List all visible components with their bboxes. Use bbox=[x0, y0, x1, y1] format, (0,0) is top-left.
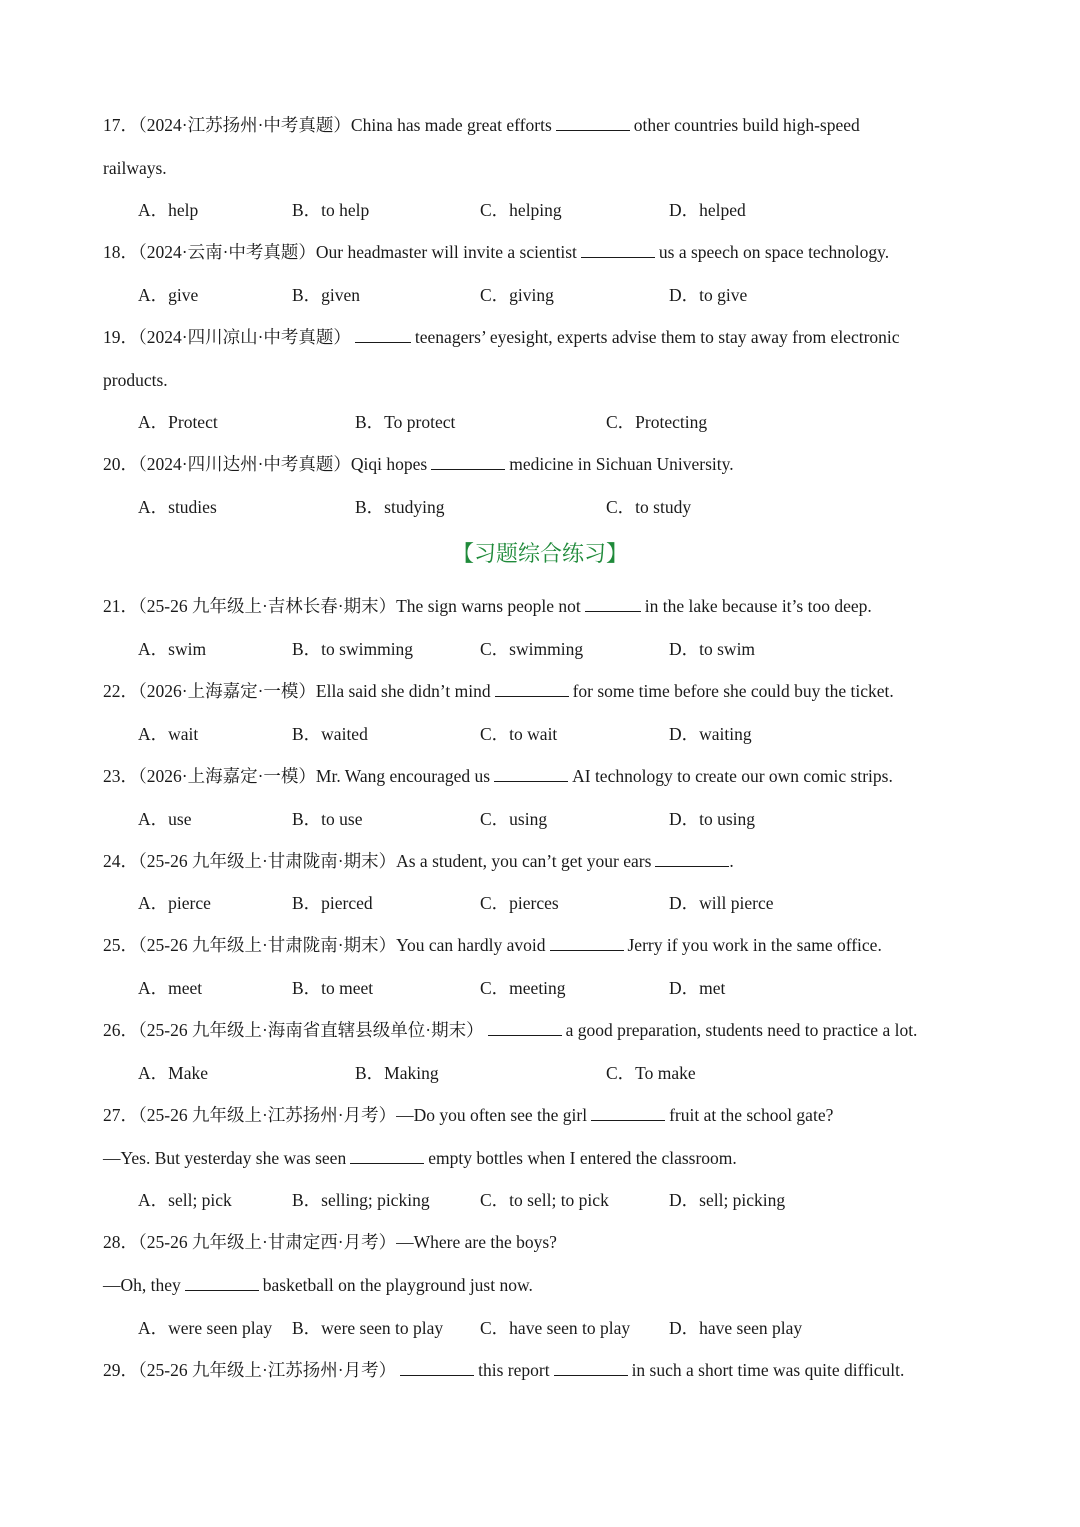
question-source: （2024·云南·中考真题） bbox=[138, 242, 316, 262]
question-text: Jerry if you work in the same office. bbox=[627, 935, 882, 955]
answer-blank bbox=[585, 610, 641, 612]
question-22 bbox=[103, 680, 894, 702]
options-22 bbox=[0, 723, 1080, 745]
question-text: Ella said she didn’t mind bbox=[315, 681, 491, 701]
question-source: （25-26 九年级上·江苏扬州·月考） bbox=[138, 1360, 397, 1380]
option-c[interactable]: C．to sell; to pick bbox=[480, 1190, 609, 1210]
option-b[interactable]: B．given bbox=[292, 285, 361, 305]
option-d[interactable]: D．to give bbox=[669, 285, 748, 305]
question-27-continued bbox=[103, 1147, 737, 1169]
options-18 bbox=[0, 284, 1080, 306]
question-text: Mr. Wang encouraged us bbox=[315, 766, 491, 786]
question-number: 25． bbox=[103, 935, 138, 955]
question-source: （25-26 九年级上·甘肃陇南·期末） bbox=[138, 851, 397, 871]
option-d[interactable]: D．to swim bbox=[669, 639, 756, 659]
option-b[interactable]: B．waited bbox=[292, 724, 368, 744]
option-c[interactable]: C．pierces bbox=[480, 893, 559, 913]
options-21 bbox=[0, 638, 1080, 660]
option-a[interactable]: A．Make bbox=[138, 1063, 208, 1083]
question-19 bbox=[103, 326, 900, 348]
option-b[interactable]: B．to use bbox=[292, 809, 363, 829]
options-17 bbox=[0, 199, 1080, 221]
question-text: Our headmaster will invite a scientist bbox=[315, 242, 577, 262]
question-18 bbox=[103, 241, 889, 263]
question-text: in the lake because it’s too deep. bbox=[644, 596, 872, 616]
answer-blank bbox=[655, 865, 729, 867]
question-28 bbox=[103, 1231, 557, 1253]
option-b[interactable]: B．To protect bbox=[355, 412, 456, 432]
question-27 bbox=[103, 1104, 833, 1126]
question-text: As a student, you can’t get your ears bbox=[396, 851, 652, 871]
question-text: basketball on the playground just now. bbox=[262, 1275, 533, 1295]
question-text: . bbox=[729, 851, 734, 871]
option-d[interactable]: D．to using bbox=[669, 809, 756, 829]
answer-blank bbox=[355, 341, 411, 343]
answer-blank bbox=[185, 1289, 259, 1291]
answer-blank bbox=[591, 1119, 665, 1121]
question-text: a good preparation, students need to practice a lot. bbox=[565, 1020, 918, 1040]
options-20 bbox=[0, 496, 1080, 518]
question-source: （25-26 九年级上·江苏扬州·月考） bbox=[138, 1105, 397, 1125]
option-c[interactable]: C．using bbox=[480, 809, 548, 829]
question-text: —Yes. But yesterday she was seen bbox=[103, 1148, 347, 1168]
options-28 bbox=[0, 1317, 1080, 1339]
question-text: other countries build high-speed bbox=[633, 115, 860, 135]
option-d[interactable]: D．met bbox=[669, 978, 726, 998]
question-source: （25-26 九年级上·甘肃陇南·期末） bbox=[138, 935, 397, 955]
answer-blank bbox=[495, 695, 569, 697]
option-d[interactable]: D．have seen play bbox=[669, 1318, 803, 1338]
option-a[interactable]: A．give bbox=[138, 285, 199, 305]
answer-blank bbox=[400, 1374, 474, 1376]
question-number: 17． bbox=[103, 115, 138, 135]
options-19 bbox=[0, 411, 1080, 433]
option-b[interactable]: B．pierced bbox=[292, 893, 373, 913]
question-21 bbox=[103, 595, 872, 617]
option-a[interactable]: A．studies bbox=[138, 497, 217, 517]
question-source: （25-26 九年级上·吉林长春·期末） bbox=[138, 596, 397, 616]
option-b[interactable]: B．selling; picking bbox=[292, 1190, 430, 1210]
question-text: in such a short time was quite difficult. bbox=[631, 1360, 905, 1380]
options-26 bbox=[0, 1062, 1080, 1084]
question-text: fruit at the school gate? bbox=[669, 1105, 834, 1125]
options-27 bbox=[0, 1189, 1080, 1211]
option-c[interactable]: C．Protecting bbox=[606, 412, 708, 432]
question-number: 18． bbox=[103, 242, 138, 262]
question-17 bbox=[103, 114, 860, 136]
question-24 bbox=[103, 850, 734, 872]
question-text: The sign warns people not bbox=[396, 596, 581, 616]
option-a[interactable]: A．pierce bbox=[138, 893, 211, 913]
question-text: —Do you often see the girl bbox=[396, 1105, 588, 1125]
answer-blank bbox=[431, 468, 505, 470]
option-c[interactable]: C．have seen to play bbox=[480, 1318, 631, 1338]
option-c[interactable]: C．giving bbox=[480, 285, 554, 305]
option-a[interactable]: A．were seen play bbox=[138, 1318, 273, 1338]
question-26 bbox=[103, 1019, 917, 1041]
question-number: 27． bbox=[103, 1105, 138, 1125]
question-text: products. bbox=[103, 370, 168, 390]
answer-blank bbox=[494, 780, 568, 782]
answer-blank bbox=[556, 129, 630, 131]
question-source: （2024·四川达州·中考真题） bbox=[138, 454, 351, 474]
option-d[interactable]: D．will pierce bbox=[669, 893, 774, 913]
question-number: 21． bbox=[103, 596, 138, 616]
question-text: China has made great efforts bbox=[350, 115, 552, 135]
option-a[interactable]: A．wait bbox=[138, 724, 199, 744]
question-text: empty bottles when I entered the classroom. bbox=[428, 1148, 737, 1168]
option-b[interactable]: B．were seen to play bbox=[292, 1318, 444, 1338]
question-source: （2024·江苏扬州·中考真题） bbox=[138, 115, 351, 135]
option-d[interactable]: D．waiting bbox=[669, 724, 752, 744]
question-text: for some time before she could buy the ticket. bbox=[572, 681, 894, 701]
question-20 bbox=[103, 453, 734, 475]
option-a[interactable]: A．Protect bbox=[138, 412, 218, 432]
options-23 bbox=[0, 808, 1080, 830]
question-28-continued bbox=[103, 1274, 533, 1296]
option-c[interactable]: C．to study bbox=[606, 497, 692, 517]
answer-blank bbox=[554, 1374, 628, 1376]
question-number: 28． bbox=[103, 1232, 138, 1252]
options-25 bbox=[0, 977, 1080, 999]
option-a[interactable]: A．use bbox=[138, 809, 192, 829]
question-number: 22． bbox=[103, 681, 138, 701]
option-c[interactable]: C．helping bbox=[480, 200, 562, 220]
question-text: us a speech on space technology. bbox=[658, 242, 890, 262]
option-a[interactable]: A．swim bbox=[138, 639, 207, 659]
question-number: 23． bbox=[103, 766, 138, 786]
question-text: —Where are the boys? bbox=[396, 1232, 557, 1252]
question-text: AI technology to create our own comic strips. bbox=[572, 766, 893, 786]
question-text: this report bbox=[478, 1360, 550, 1380]
question-source: （2026·上海嘉定·一模） bbox=[138, 766, 316, 786]
option-c[interactable]: C．to wait bbox=[480, 724, 558, 744]
question-17-continued bbox=[103, 157, 167, 179]
question-23 bbox=[103, 765, 893, 787]
answer-blank bbox=[350, 1162, 424, 1164]
question-text: Qiqi hopes bbox=[350, 454, 428, 474]
option-b[interactable]: B．to help bbox=[292, 200, 370, 220]
option-b[interactable]: B．to swimming bbox=[292, 639, 414, 659]
question-29 bbox=[103, 1359, 904, 1381]
answer-blank bbox=[550, 949, 624, 951]
option-a[interactable]: A．sell; pick bbox=[138, 1190, 232, 1210]
question-text: teenagers’ eyesight, experts advise them to stay away from electronic bbox=[414, 327, 900, 347]
option-b[interactable]: B．Making bbox=[355, 1063, 439, 1083]
option-a[interactable]: A．help bbox=[138, 200, 199, 220]
question-source: （25-26 九年级上·海南省直辖县级单位·期末） bbox=[138, 1020, 484, 1040]
question-text: railways. bbox=[103, 158, 167, 178]
question-source: （25-26 九年级上·甘肃定西·月考） bbox=[138, 1232, 397, 1252]
option-a[interactable]: A．meet bbox=[138, 978, 203, 998]
answer-blank bbox=[581, 256, 655, 258]
option-c[interactable]: C．meeting bbox=[480, 978, 566, 998]
question-source: （2024·四川凉山·中考真题） bbox=[138, 327, 351, 347]
question-19-continued bbox=[103, 369, 168, 391]
question-text: medicine in Sichuan University. bbox=[509, 454, 734, 474]
question-number: 19． bbox=[103, 327, 138, 347]
option-d[interactable]: D．helped bbox=[669, 200, 746, 220]
option-d[interactable]: D．sell; picking bbox=[669, 1190, 786, 1210]
option-c[interactable]: C．To make bbox=[606, 1063, 696, 1083]
question-text: You can hardly avoid bbox=[396, 935, 546, 955]
question-number: 24． bbox=[103, 851, 138, 871]
question-source: （2026·上海嘉定·一模） bbox=[138, 681, 316, 701]
section-title: 【习题综合练习】 bbox=[451, 542, 628, 567]
question-number: 26． bbox=[103, 1020, 138, 1040]
question-number: 29． bbox=[103, 1360, 138, 1380]
option-c[interactable]: C．swimming bbox=[480, 639, 584, 659]
question-number: 20． bbox=[103, 454, 138, 474]
option-b[interactable]: B．studying bbox=[355, 497, 445, 517]
options-24 bbox=[0, 892, 1080, 914]
answer-blank bbox=[488, 1034, 562, 1036]
question-25 bbox=[103, 934, 882, 956]
option-b[interactable]: B．to meet bbox=[292, 978, 374, 998]
question-text: —Oh, they bbox=[103, 1275, 181, 1295]
